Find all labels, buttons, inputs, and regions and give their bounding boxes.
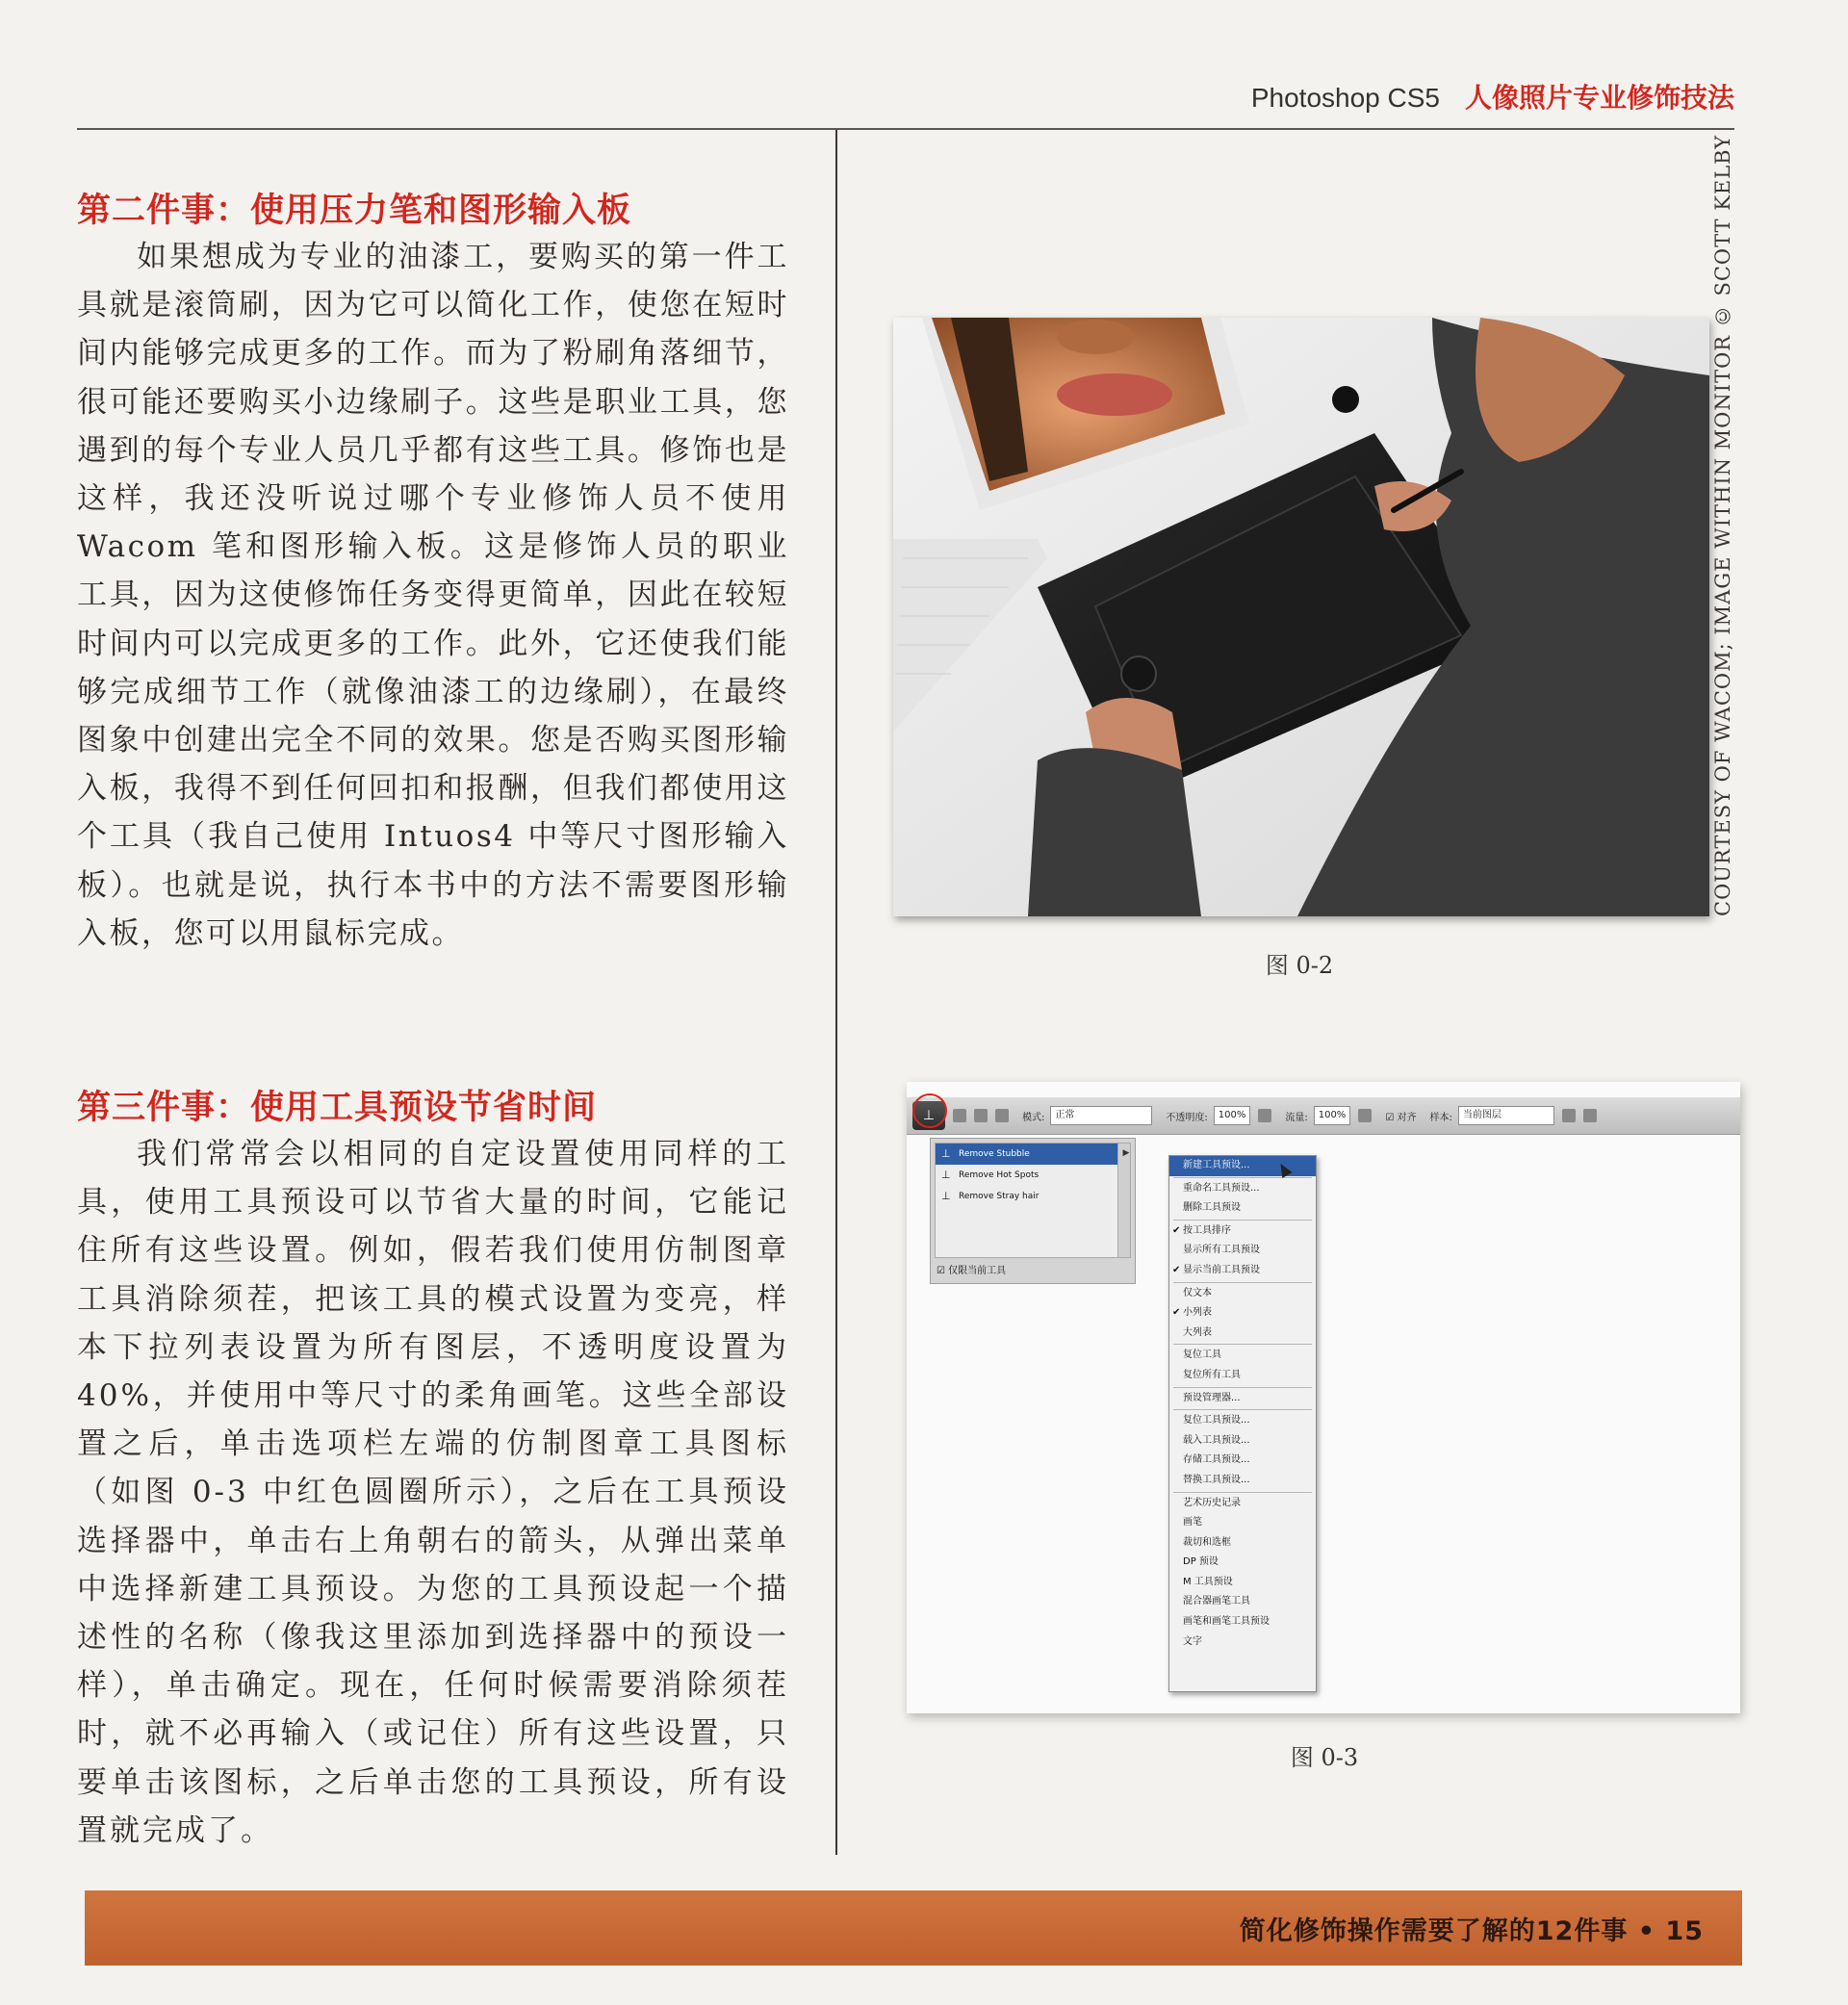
menu-item-label: 预设管理器... <box>1183 1392 1241 1403</box>
menu-item[interactable] <box>1169 1573 1316 1593</box>
pressure-size-icon[interactable] <box>1583 1109 1597 1122</box>
panel-menu-arrow-icon[interactable]: ▶ <box>1122 1148 1130 1158</box>
menu-separator <box>1173 1282 1312 1283</box>
menu-item-label: 复位工具 <box>1183 1350 1221 1361</box>
menu-item[interactable] <box>1169 1553 1316 1573</box>
section-three-body: 我们常常会以相同的自定设置使用同样的工具，使用工具预设可以节省大量的时间，它能记住所有这些设置。例如，假若我们使用仿制图章工具消除须茬，把该工具的模式设置为变亮，样本下拉列表设置为所有图层，不透明度设置为 40%，并使用中等尺寸的柔角画笔。这些全部设置之后，单击选项栏左端的仿制图章工具图标（如图 0-3 中红色圆圈所示），之后在工具预设选择器中，单击右上角朝右的箭头，从弹出菜单中选择新建工具预设。为您的工具预设起一个描述性的名称（像我这里添加到选择器中的预设一样），单击确定。现在，任何时候需要消除须茬时，就不必再输入（或记住）所有这些设置，只要单击该图标，之后单击您的工具预设，所有设置就完成了。 <box>77 1137 789 1848</box>
menu-separator <box>1173 1409 1312 1410</box>
flow-field[interactable]: 100% <box>1314 1106 1351 1125</box>
current-tool-only-checkbox[interactable]: ☑ 仅限当前工具 <box>937 1266 1007 1276</box>
mode-select[interactable]: 正常 <box>1050 1106 1152 1125</box>
section-two <box>77 189 789 958</box>
options-bar <box>907 1097 1740 1135</box>
book-title-en: Photoshop CS5 <box>1250 83 1440 113</box>
column-divider <box>835 130 837 1855</box>
figure-caption-0-3: 图 0-3 <box>1290 1744 1359 1771</box>
check-icon: ✔ <box>1172 1224 1181 1236</box>
header-rule <box>77 128 1734 130</box>
menu-item-label: 艺术历史记录 <box>1183 1497 1241 1508</box>
tablet-photo <box>893 318 1709 916</box>
brush-preset-icon[interactable] <box>953 1109 966 1122</box>
menu-item[interactable] <box>1169 1241 1316 1261</box>
tool-preset-picker <box>930 1138 1136 1284</box>
preset-scrollbar[interactable] <box>1117 1143 1131 1258</box>
menu-item[interactable] <box>1169 1632 1316 1653</box>
menu-item-label: 画笔 <box>1183 1517 1202 1529</box>
preset-flyout-menu <box>1168 1155 1317 1692</box>
check-icon: ✔ <box>1172 1264 1181 1275</box>
menu-item[interactable] <box>1169 1324 1316 1344</box>
menu-item[interactable] <box>1169 1284 1316 1304</box>
opacity-label: 不透明度: <box>1166 1112 1208 1123</box>
align-checkbox[interactable]: ☑ 对齐 <box>1385 1112 1417 1123</box>
menu-item[interactable] <box>1169 1513 1316 1533</box>
pressure-opacity-icon[interactable] <box>1258 1109 1271 1122</box>
menu-item-label: 小列表 <box>1183 1307 1212 1319</box>
menu-item-label: 复位所有工具 <box>1183 1369 1241 1380</box>
menu-item[interactable] <box>1169 1198 1316 1219</box>
menu-separator <box>1173 1387 1312 1388</box>
preset-item[interactable]: ⊥ Remove Stray hair <box>941 1190 1040 1202</box>
menu-item[interactable] <box>1169 1261 1316 1281</box>
stamp-icon: ⊥ <box>941 1190 951 1202</box>
tool-preset-screenshot <box>907 1082 1740 1713</box>
brush-panel-icon[interactable] <box>995 1109 1009 1122</box>
opacity-field[interactable]: 100% <box>1214 1106 1251 1125</box>
check-icon: ✔ <box>1172 1307 1181 1319</box>
menu-item[interactable] <box>1169 1389 1316 1409</box>
menu-item-label: 文字 <box>1183 1635 1202 1647</box>
section-three <box>77 1086 789 1855</box>
flow-label: 流量: <box>1285 1112 1308 1123</box>
menu-item[interactable] <box>1169 1431 1316 1452</box>
clone-source-icon[interactable] <box>974 1109 988 1122</box>
menu-item[interactable] <box>1169 1366 1316 1386</box>
menu-item[interactable] <box>1169 1471 1316 1491</box>
menu-separator <box>1173 1220 1312 1221</box>
menu-item-label: M 工具预设 <box>1183 1576 1233 1587</box>
align-label: 对齐 <box>1397 1112 1417 1123</box>
menu-item-label: 重命名工具预设... <box>1183 1182 1260 1194</box>
airbrush-icon[interactable] <box>1358 1109 1372 1122</box>
menu-item-label: 大列表 <box>1183 1326 1212 1338</box>
menu-item-label: 混合器画笔工具 <box>1183 1596 1250 1607</box>
footer-text <box>1240 1910 1704 1947</box>
menu-separator <box>1173 1492 1312 1493</box>
menu-item[interactable] <box>1169 1494 1316 1514</box>
footer-separator: • <box>1637 1916 1656 1946</box>
stamp-icon: ⊥ <box>941 1169 951 1181</box>
menu-item[interactable] <box>1169 1156 1316 1176</box>
footer-band <box>85 1890 1742 1966</box>
book-title-cn: 人像照片专业修饰技法 <box>1464 83 1734 113</box>
sample-label: 样本: <box>1429 1112 1452 1123</box>
menu-item[interactable] <box>1169 1451 1316 1471</box>
section-two-heading: 第二件事：使用压力笔和图形输入板 <box>77 192 632 230</box>
page-number: 15 <box>1665 1916 1704 1946</box>
menu-item-label: 仅文本 <box>1183 1287 1212 1298</box>
menu-item[interactable] <box>1169 1533 1316 1554</box>
mode-label: 模式: <box>1022 1112 1045 1123</box>
photo-credit: COURTESY OF WACOM; IMAGE WITHIN MONITOR © SCOTT KELBY <box>1711 134 1734 916</box>
preset-item[interactable]: ⊥ Remove Stubble <box>936 1144 1118 1165</box>
menu-item[interactable] <box>1169 1411 1316 1431</box>
menu-item-label: 存储工具预设... <box>1183 1454 1250 1466</box>
menu-item-label: 新建工具预设... <box>1183 1160 1250 1170</box>
menu-item[interactable] <box>1169 1346 1316 1366</box>
menu-item[interactable] <box>1169 1612 1316 1632</box>
stamp-icon: ⊥ <box>941 1147 951 1160</box>
menu-item-label: 替换工具预设... <box>1183 1474 1250 1485</box>
menu-item[interactable] <box>1169 1179 1316 1199</box>
menu-item[interactable] <box>1169 1303 1316 1324</box>
section-three-heading: 第三件事：使用工具预设节省时间 <box>77 1089 598 1127</box>
menu-item-label: 删除工具预设 <box>1183 1202 1241 1214</box>
menu-item-label: DP 预设 <box>1183 1556 1219 1568</box>
menu-item-label: 复位工具预设... <box>1183 1415 1250 1427</box>
section-two-body: 如果想成为专业的油漆工，要购买的第一件工具就是滚筒刷，因为它可以简化工作，使您在短时间内能够完成更多的工作。而为了粉刷角落细节，很可能还要购买小边缘刷子。这些是职业工具，您遇到的每个专业人员几乎都有这些工具。修饰也是这样，我还没听说过哪个专业修饰人员不使用 Wacom 笔和图形输入板。这是修饰人员的职业工具，因为这使修饰任务变得更简单，因此在较短时间内可以完成更多的工作。此外，它还使我们能够完成细节工作（就像油漆工的边缘刷），在最终图象中创建出完全不同的效果。您是否购买图形输入板，我得不到任何回扣和报酬，但我们都使用这个工具（我自己使用 Intuos4 中等尺寸图形输入板）。也就是说，执行本书中的方法不需要图形输入板，您可以用鼠标完成。 <box>77 240 789 951</box>
menu-item-label: 载入工具预设... <box>1183 1434 1250 1446</box>
preset-item[interactable]: ⊥ Remove Hot Spots <box>941 1169 1040 1181</box>
sample-select[interactable]: 当前图层 <box>1458 1106 1554 1125</box>
ignore-adjustment-icon[interactable] <box>1562 1109 1576 1122</box>
footer-chapter-title: 简化修饰操作需要了解的12件事 <box>1239 1916 1629 1946</box>
menu-item-label: 裁切和选框 <box>1183 1536 1231 1548</box>
menu-item[interactable] <box>1169 1221 1316 1242</box>
menu-separator <box>1173 1344 1312 1345</box>
menu-item-label: 显示当前工具预设 <box>1183 1264 1260 1275</box>
current-tool-only-label: 仅限当前工具 <box>948 1266 1007 1276</box>
stamp-icon: ⊥ <box>922 1108 936 1123</box>
menu-item[interactable] <box>1169 1592 1316 1612</box>
menu-item-label: 画笔和画笔工具预设 <box>1183 1616 1270 1628</box>
running-header <box>77 77 1734 131</box>
menu-item-label: 按工具排序 <box>1183 1224 1231 1236</box>
menu-item-label: 显示所有工具预设 <box>1183 1245 1260 1256</box>
preset-list <box>935 1143 1119 1258</box>
tablet-photo-illustration <box>893 318 1709 916</box>
red-circle-highlight <box>912 1093 947 1128</box>
figure-caption-0-2: 图 0-2 <box>1265 952 1334 979</box>
menu-separator <box>1173 1177 1312 1178</box>
